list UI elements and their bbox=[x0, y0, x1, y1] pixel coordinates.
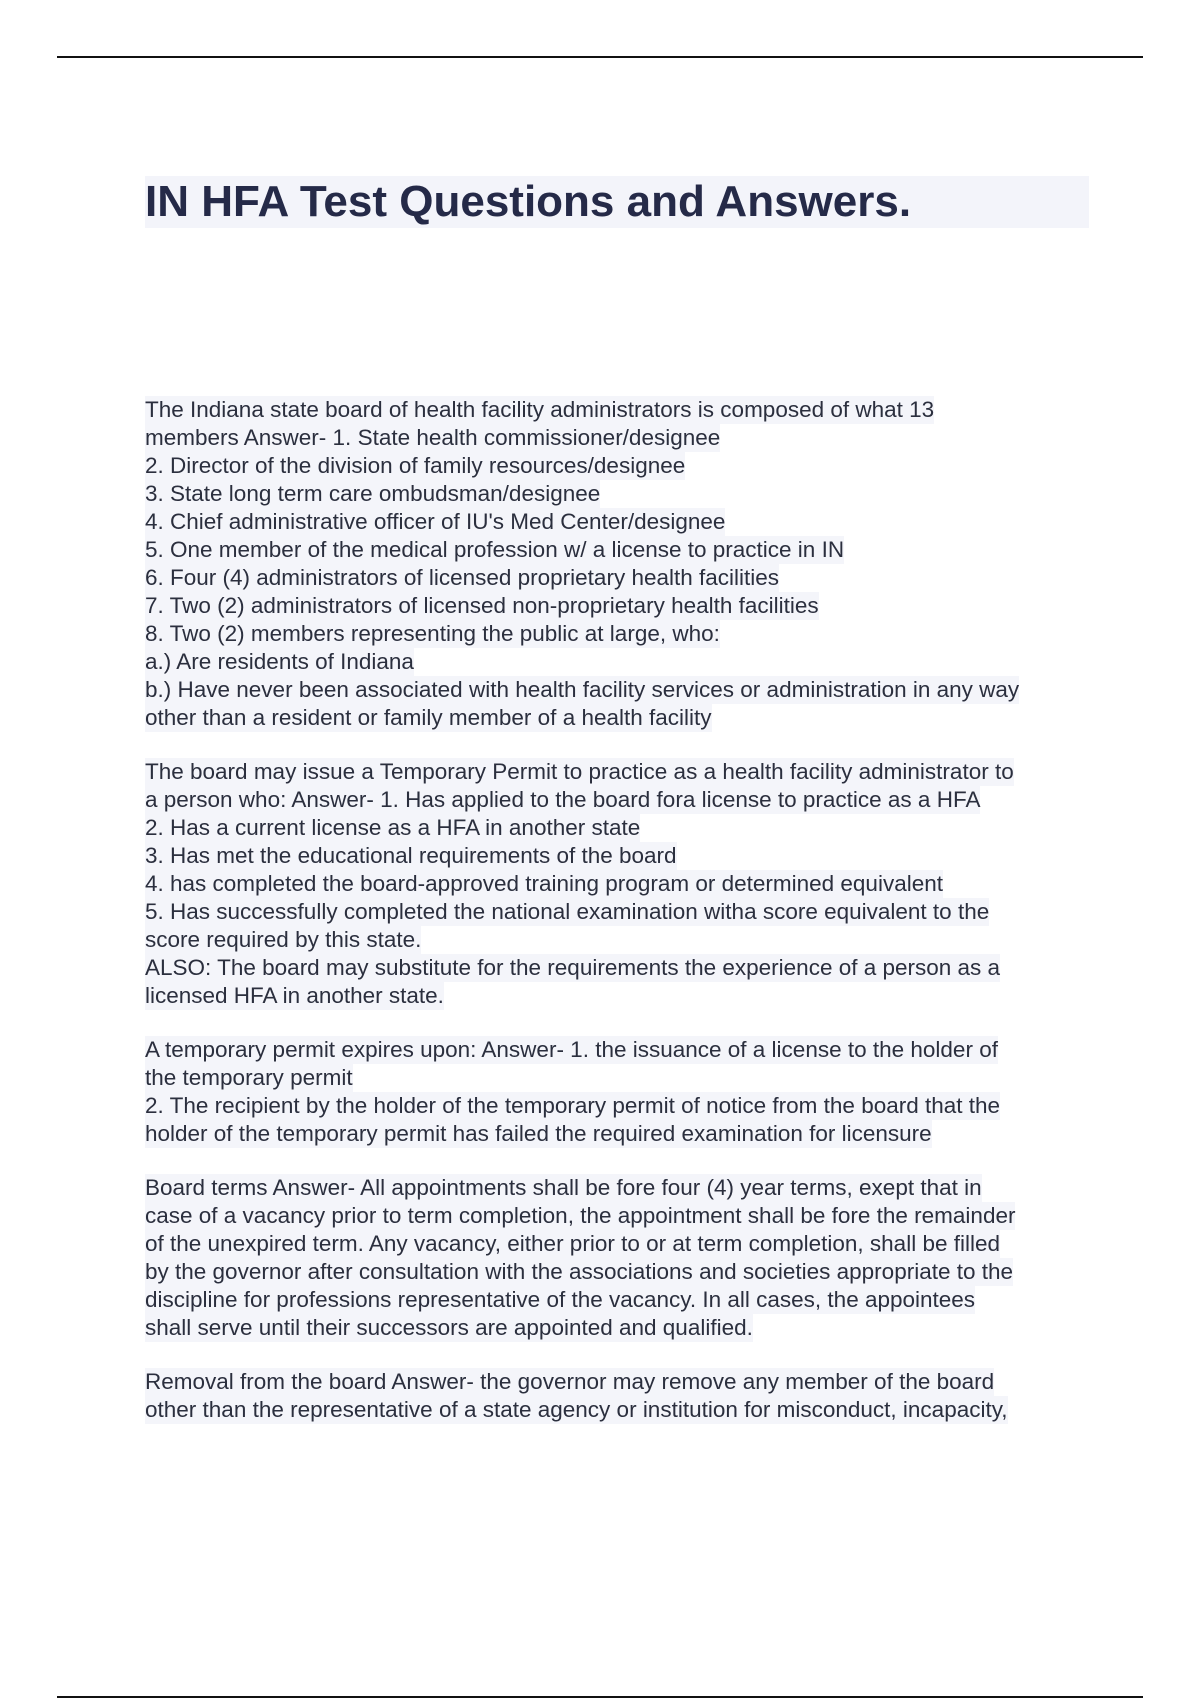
text-line: members Answer- 1. State health commissioner/designee bbox=[145, 425, 721, 450]
text-line: 5. One member of the medical profession w/ a license to practice in IN bbox=[145, 537, 845, 562]
qa-block-board-composition bbox=[145, 396, 1095, 732]
qa-block-board-terms bbox=[145, 1174, 1095, 1342]
qa-content bbox=[145, 396, 1095, 1450]
top-rule bbox=[57, 56, 1143, 58]
text-line: other than a resident or family member of a health facility bbox=[145, 705, 712, 730]
text-line: 8. Two (2) members representing the public at large, who: bbox=[145, 621, 720, 646]
text-line: 7. Two (2) administrators of licensed non-proprietary health facilities bbox=[145, 593, 819, 618]
qa-block-permit-expiration bbox=[145, 1036, 1095, 1148]
title-highlight bbox=[145, 176, 1089, 228]
text-line: 2. Director of the division of family resources/designee bbox=[145, 453, 686, 478]
text-line: Removal from the board Answer- the governor may remove any member of the board bbox=[145, 1369, 995, 1394]
text-line: holder of the temporary permit has failed the required examination for licensure bbox=[145, 1121, 932, 1146]
text-line: 3. Has met the educational requirements of the board bbox=[145, 843, 677, 868]
text-line: 2. Has a current license as a HFA in another state bbox=[145, 815, 641, 840]
text-line: of the unexpired term. Any vacancy, either prior to or at term completion, shall be filled bbox=[145, 1231, 1000, 1256]
text-line: other than the representative of a state agency or institution for misconduct, incapacity, bbox=[145, 1397, 1008, 1422]
text-line: 4. has completed the board-approved training program or determined equivalent bbox=[145, 871, 943, 896]
document-title: IN HFA Test Questions and Answers. bbox=[145, 177, 912, 226]
text-line: licensed HFA in another state. bbox=[145, 983, 444, 1008]
text-line: ALSO: The board may substitute for the requirements the experience of a person as a bbox=[145, 955, 1001, 980]
text-line: 4. Chief administrative officer of IU's Med Center/designee bbox=[145, 509, 726, 534]
text-line: 2. The recipient by the holder of the temporary permit of notice from the board that the bbox=[145, 1093, 1001, 1118]
text-line: case of a vacancy prior to term completion, the appointment shall be fore the remainder bbox=[145, 1203, 1016, 1228]
text-line: discipline for professions representative of the vacancy. In all cases, the appointees bbox=[145, 1287, 976, 1312]
text-line: by the governor after consultation with the associations and societies appropriate to the bbox=[145, 1259, 1014, 1284]
text-line: shall serve until their successors are appointed and qualified. bbox=[145, 1315, 753, 1340]
text-line: score required by this state. bbox=[145, 927, 422, 952]
text-line: b.) Have never been associated with health facility services or administration in any way bbox=[145, 677, 1020, 702]
text-line: Board terms Answer- All appointments shall be fore four (4) year terms, exept that in bbox=[145, 1175, 982, 1200]
qa-block-temporary-permit bbox=[145, 758, 1095, 1010]
text-line: 3. State long term care ombudsman/designee bbox=[145, 481, 601, 506]
bottom-rule bbox=[57, 1696, 1143, 1698]
text-line: The board may issue a Temporary Permit to practice as a health facility administrator to bbox=[145, 759, 1014, 784]
text-line: a.) Are residents of Indiana bbox=[145, 649, 414, 674]
text-line: the temporary permit bbox=[145, 1065, 353, 1090]
text-line: A temporary permit expires upon: Answer- 1. the issuance of a license to the holder of bbox=[145, 1037, 998, 1062]
text-line: 6. Four (4) administrators of licensed proprietary health facilities bbox=[145, 565, 780, 590]
text-line: The Indiana state board of health facility administrators is composed of what 13 bbox=[145, 397, 935, 422]
qa-block-removal bbox=[145, 1368, 1095, 1424]
text-line: a person who: Answer- 1. Has applied to the board fora license to practice as a HFA bbox=[145, 787, 981, 812]
text-line: 5. Has successfully completed the national examination witha score equivalent to the bbox=[145, 899, 990, 924]
